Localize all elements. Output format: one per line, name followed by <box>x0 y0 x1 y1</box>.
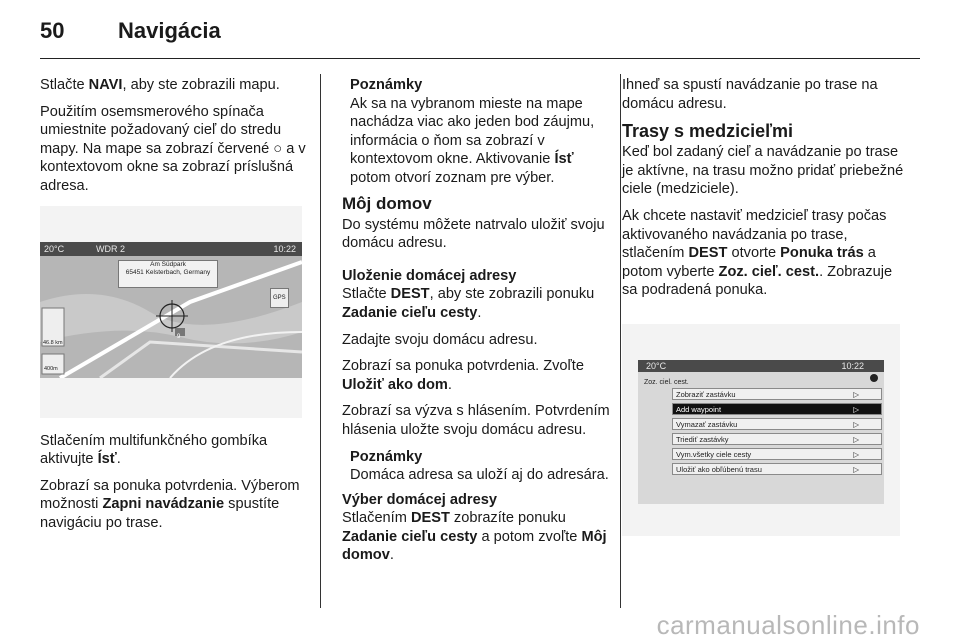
note-poi <box>342 76 612 188</box>
paragraph-select-home: Stlačením DEST zobrazíte ponuku Zadanie cieľu cesty a potom zvoľte Môj domov. <box>342 510 607 564</box>
note-text: Domáca adresa sa uloží aj do adresára. <box>350 467 609 484</box>
menu-item[interactable] <box>672 433 882 445</box>
paragraph-dest: Stlačte DEST, aby ste zobrazili ponuku Zadanie cieľu cesty. <box>342 286 595 321</box>
right-column <box>622 76 904 550</box>
menu-item[interactable] <box>672 448 882 460</box>
menu-screenshot <box>622 324 900 536</box>
chevron-right-icon: ▷ <box>853 389 859 399</box>
menu-item-label: Triediť zastávky <box>676 434 729 444</box>
gps-badge: GPS <box>270 288 289 309</box>
paragraph-confirm: Zobrazí sa ponuka potvrdenia. Výberom možnosti Zapni navádzanie spustíte navigáciu po trase. <box>40 477 300 531</box>
paragraph-guidance-start: Ihneď sa spustí navádzanie po trase na domácu adresu. <box>622 77 878 112</box>
route-number: 9 <box>177 333 181 340</box>
page-title: Navigácia <box>118 18 221 43</box>
page-number: 50 <box>40 18 65 43</box>
subheading-select-home: Výber domácej adresy <box>342 491 497 508</box>
note-text: Ak sa na vybranom mieste na mape nachádza viac ako jeden bod záujmu, informácia o ňom sa zobrazí v kontextovom okne. Aktivovanie Ísť potom otvorí zoznam pre výber. <box>350 95 595 186</box>
chevron-right-icon: ▷ <box>853 464 859 474</box>
menu-item[interactable] <box>672 388 882 400</box>
left-column <box>40 76 312 541</box>
map-display <box>40 242 302 378</box>
menu-item-label: Zobraziť zastávku <box>676 389 736 399</box>
address-popup: Am Südpark 65451 Kelsterbach, Germany <box>118 260 218 288</box>
close-icon[interactable] <box>870 374 878 382</box>
paragraph-activate: Stlačením multifunkčného gombíka aktivujte Ísť. <box>40 432 268 468</box>
menu-item-label: Vymazať zastávku <box>676 419 738 429</box>
paragraph-save-as-home: Zobrazí sa ponuka potvrdenia. Zvoľte Uložiť ako dom. <box>342 358 584 393</box>
subheading-save-home: Uloženie domácej adresy <box>342 267 517 284</box>
chevron-right-icon: ▷ <box>853 404 859 414</box>
paragraph-home-intro: Do systému môžete natrvalo uložiť svoju domácu adresu. <box>342 216 605 252</box>
paragraph-waypoints-intro: Keď bol zadaný cieľ a navádzanie po trase je aktívne, na trasu možno pridať priebežné ciele (medziciele). <box>622 144 904 198</box>
menu-item[interactable] <box>672 463 882 475</box>
column-divider-2 <box>620 74 621 608</box>
paragraph-message: Zobrazí sa výzva s hlásením. Potvrdením hlásenia uložte svoju domácu adresu. <box>342 403 610 438</box>
turn-distance: 400m <box>44 365 58 372</box>
middle-column <box>342 76 612 573</box>
note-title: Poznámky <box>350 448 423 465</box>
chevron-right-icon: ▷ <box>853 449 859 459</box>
note-address-book <box>342 448 612 485</box>
watermark: carmanualsonline.info <box>656 610 920 640</box>
paragraph-enter-address: Zadajte svoju domácu adresu. <box>342 331 538 348</box>
paragraph-navi: Stlačte NAVI, aby ste zobrazili mapu. <box>40 77 280 93</box>
section-heading-home: Môj domov <box>342 193 432 213</box>
header-divider <box>40 58 920 59</box>
column-divider-1 <box>320 74 321 608</box>
menu-item[interactable] <box>672 418 882 430</box>
route-menu-display <box>638 360 884 504</box>
paragraph-waypoints-steps: Ak chcete nastaviť medzicieľ trasy počas aktivovaného navádzania po trase, stlačením DEST otvorte Ponuka trás a potom vyberte Zoz. cieľ. cest.. Zobrazuje sa podradená ponuka. <box>622 207 893 299</box>
menu-list-title: Zoz. ciel. cest. <box>644 378 689 386</box>
map-screenshot <box>40 206 302 418</box>
section-heading-waypoints: Trasy s medzicieľmi <box>622 121 794 142</box>
note-title: Poznámky <box>350 77 423 93</box>
map-status-bar: 20°C WDR 2 10:22 <box>40 242 302 256</box>
chevron-right-icon: ▷ <box>853 434 859 444</box>
menu-status-bar: 20°C 10:22 <box>638 360 884 372</box>
paragraph-joystick: Použitím osemsmerového spínača umiestnite požadovaný cieľ do stredu mapy. Na mape sa zobrazí červené ○ a v kontextovom okne sa zobrazí príslušná adresa. <box>40 103 306 194</box>
chevron-right-icon: ▷ <box>853 419 859 429</box>
red-circle-icon: ○ <box>273 140 283 157</box>
menu-item[interactable] <box>672 403 882 415</box>
menu-item-label: Vym.všetky ciele cesty <box>676 449 752 459</box>
menu-item-label: Uložiť ako obľúbenú trasu <box>676 464 762 474</box>
menu-item-label: Add waypoint <box>676 404 722 414</box>
distance-label: 46.8 km <box>43 339 63 346</box>
